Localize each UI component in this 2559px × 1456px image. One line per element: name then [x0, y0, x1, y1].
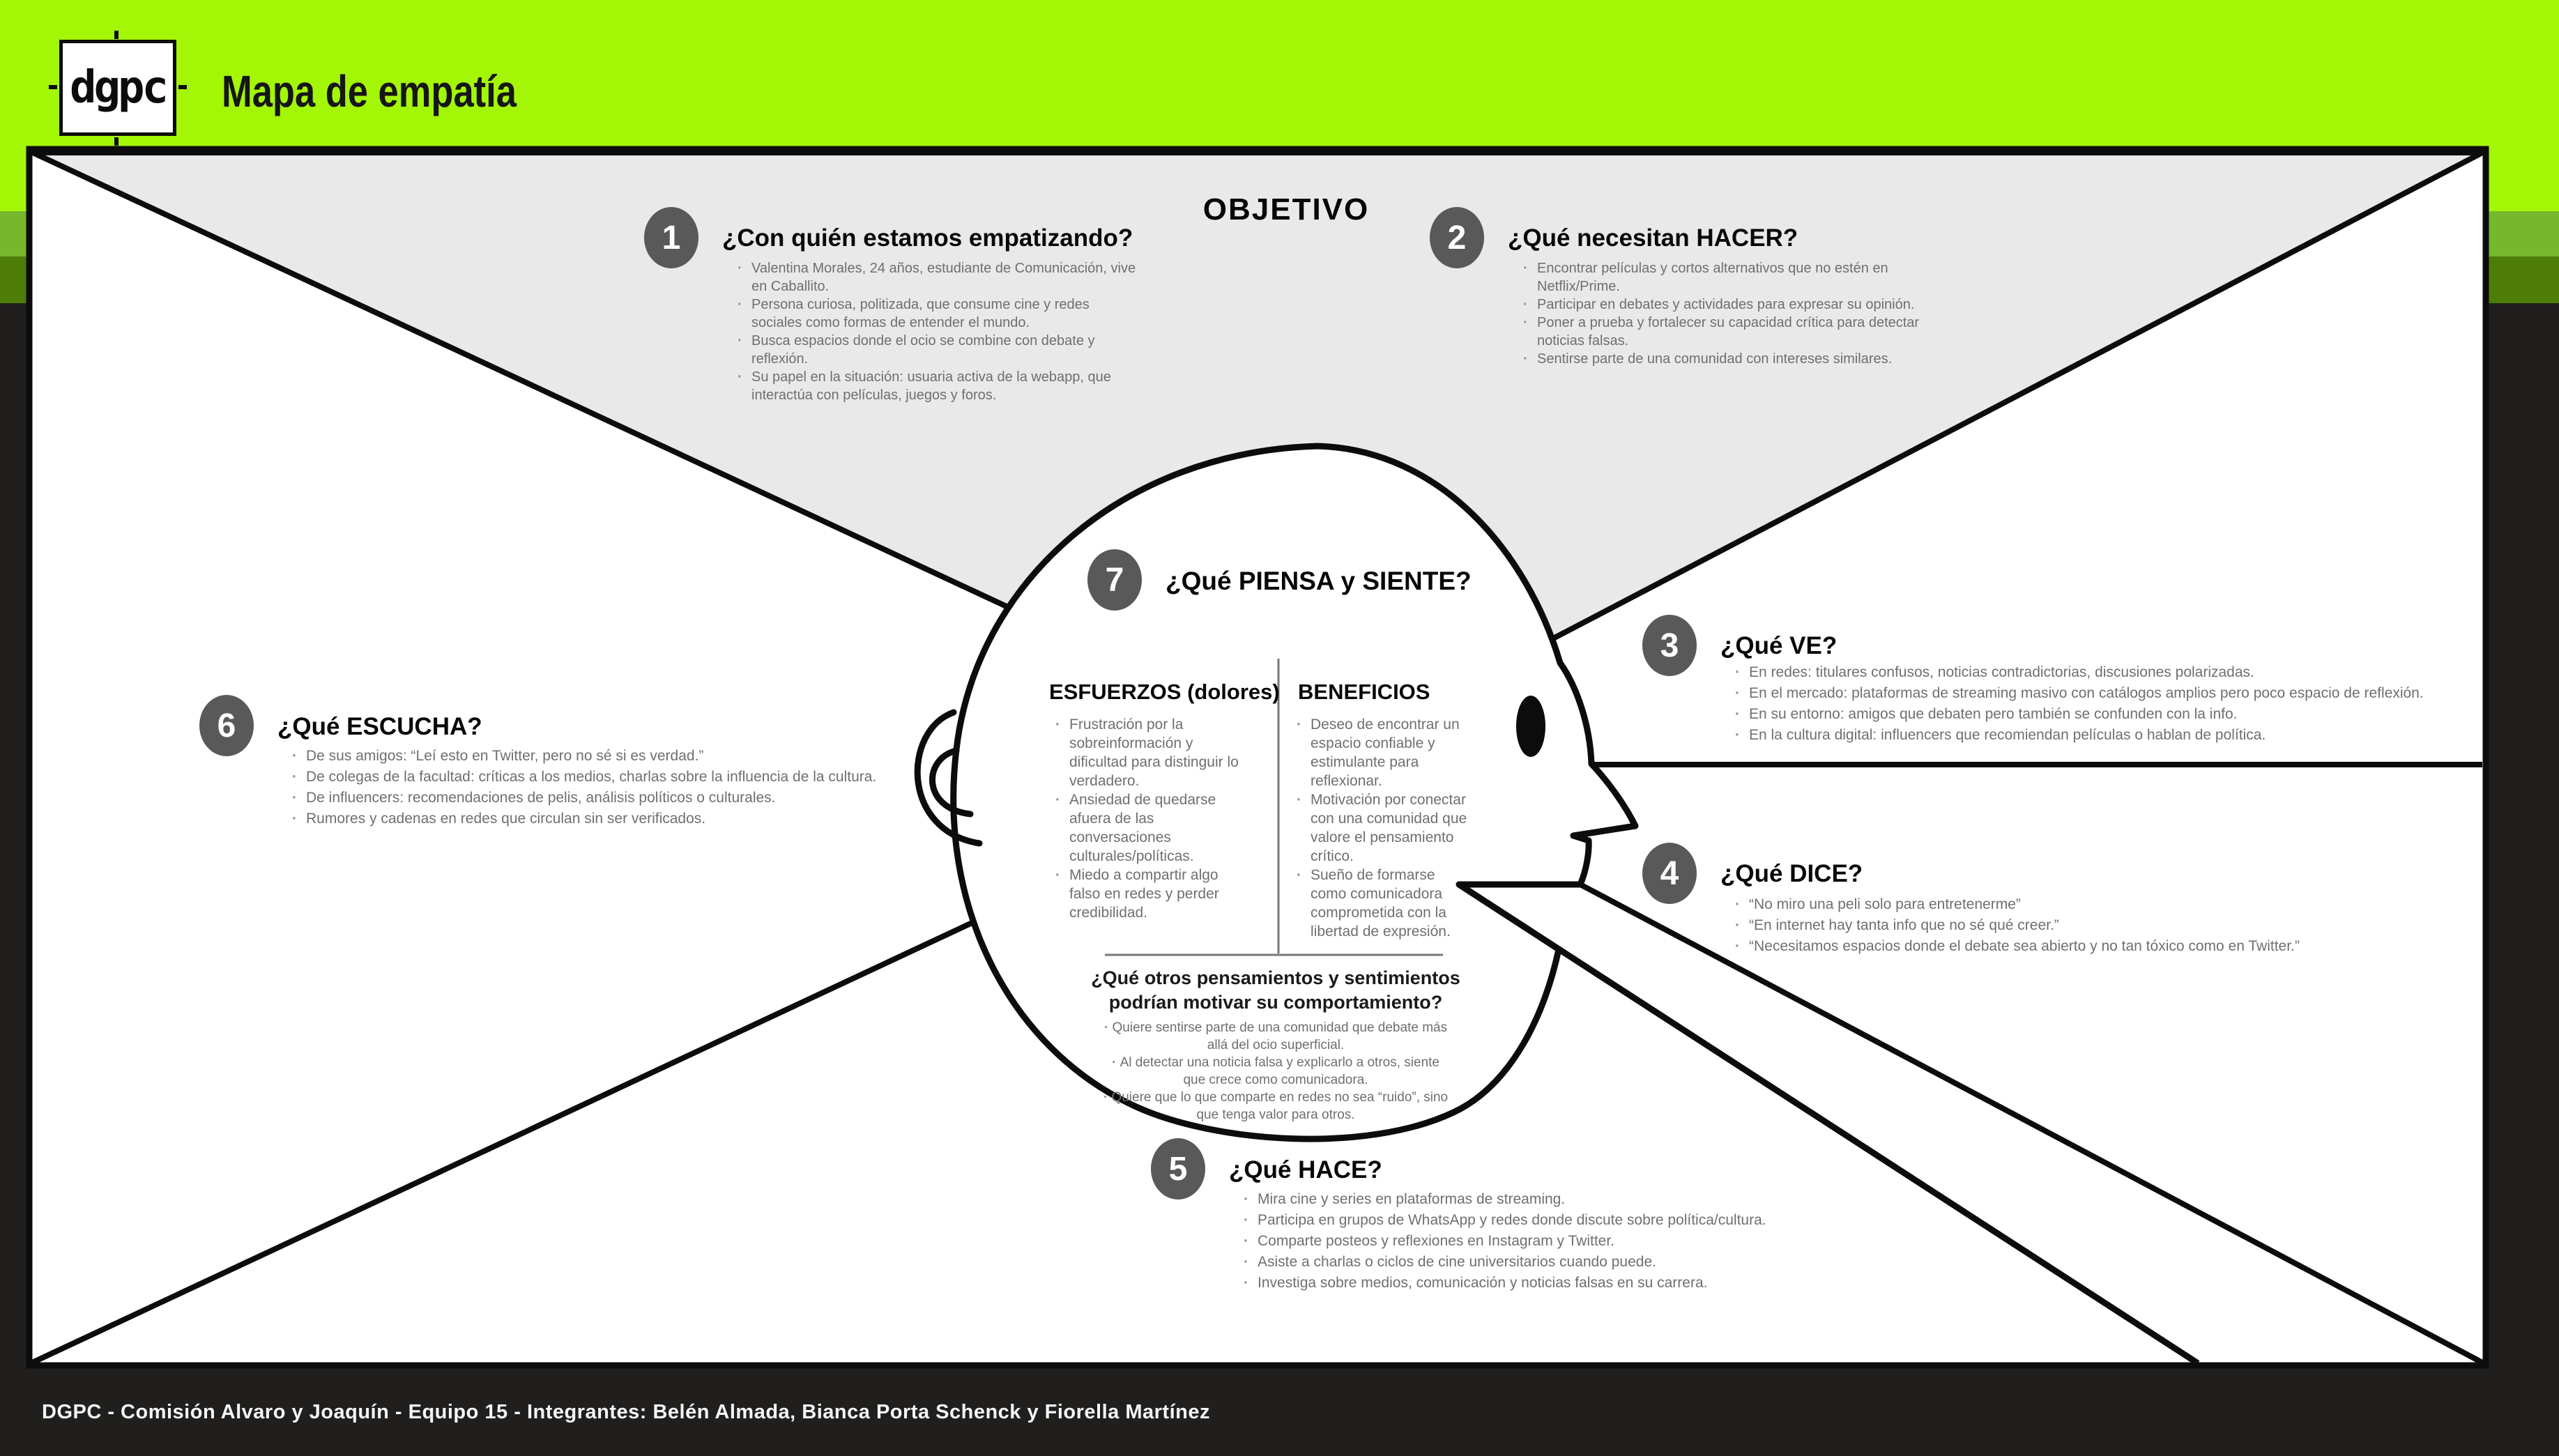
list-item: · Comparte posteos y reflexiones en Instagram y Twitter. — [1242, 1231, 1786, 1252]
eye-icon — [1516, 696, 1545, 757]
dgpc-logo-text: dgpc — [69, 62, 167, 114]
section-need-list — [1522, 259, 1926, 368]
list-item: · “Necesitamos espacios donde el debate sea abierto y no tan tóxico como en Twitter.” — [1734, 936, 2500, 957]
list-item: · Persona curiosa, politizada, que consume cine y redes sociales como formas de entender el mundo. — [736, 296, 1140, 332]
list-item: · Quiere que lo que comparte en redes no sea “ruido”, sino que tenga valor para otros. — [1103, 1089, 1449, 1124]
objective-label: OBJETIVO — [1202, 192, 1370, 227]
section-say-list — [1734, 894, 2500, 957]
section-who-title: ¿Con quién estamos empatizando? — [722, 224, 1133, 252]
other-thoughts-list — [1103, 1019, 1449, 1124]
list-item: · Sueño de formarse como comunicadora comprometida con la libertad de expresión. — [1295, 866, 1471, 941]
list-item: · Participar en debates y actividades para expresar su opinión. — [1522, 296, 1926, 314]
badge-1-number: 1 — [662, 219, 681, 256]
list-item: · Su papel en la situación: usuaria activa de la webapp, que interactúa con películas, juegos y foros. — [736, 368, 1140, 404]
gains-column-title: BENEFICIOS — [1298, 680, 1430, 704]
list-item: · Al detectar una noticia falsa y explicarlo a otros, siente que crece como comunicadora. — [1103, 1054, 1449, 1089]
list-item: · Asiste a charlas o ciclos de cine universitarios cuando puede. — [1242, 1252, 1786, 1273]
badge-3 — [1642, 615, 1697, 676]
list-item: · De sus amigos: “Leí esto en Twitter, pero no sé si es verdad.” — [291, 746, 960, 767]
list-item: · “No miro una peli solo para entretenerme” — [1734, 894, 2500, 915]
list-item: · Mira cine y series en plataformas de streaming. — [1242, 1189, 1786, 1210]
list-item: · De colegas de la facultad: críticas a los medios, charlas sobre la influencia de la cultura. — [291, 767, 960, 788]
page-title: Mapa de empatía — [222, 66, 517, 116]
list-item: · De influencers: recomendaciones de pelis, análisis políticos o culturales. — [291, 788, 960, 809]
footer-credits: DGPC - Comisión Alvaro y Joaquín - Equipo 15 - Integrantes: Belén Almada, Bianca Porta Schenck y Fiorella Martínez — [42, 1401, 1210, 1423]
pains-column-title: ESFUERZOS (dolores) — [1049, 680, 1280, 704]
gains-list — [1295, 715, 1471, 941]
list-item: · Rumores y cadenas en redes que circulan sin ser verificados. — [291, 809, 960, 829]
badge-7 — [1087, 549, 1142, 611]
list-item: · En su entorno: amigos que debaten pero también se confunden con la info. — [1734, 704, 2500, 725]
list-item: · Miedo a compartir algo falso en redes y perder credibilidad. — [1054, 866, 1241, 922]
badge-4-number: 4 — [1660, 855, 1679, 892]
badge-2-number: 2 — [1447, 219, 1467, 256]
list-item: · En redes: titulares confusos, noticias contradictorias, discusiones polarizadas. — [1734, 662, 2500, 683]
list-item: · Investiga sobre medios, comunicación y noticias falsas en su carrera. — [1242, 1273, 1786, 1294]
list-item: · Encontrar películas y cortos alternativos que no estén en Netflix/Prime. — [1522, 259, 1926, 296]
list-item: · Frustración por la sobreinformación y dificultad para distinguir lo verdadero. — [1054, 715, 1241, 790]
badge-4 — [1642, 843, 1697, 904]
badge-7-number: 7 — [1105, 561, 1124, 599]
section-hear-title: ¿Qué ESCUCHA? — [277, 713, 482, 740]
section-do-title: ¿Qué HACE? — [1229, 1156, 1382, 1183]
section-need-title: ¿Qué necesitan HACER? — [1508, 224, 1798, 252]
section-see-title: ¿Qué VE? — [1720, 632, 1838, 659]
badge-6 — [199, 695, 254, 756]
badge-6-number: 6 — [217, 707, 236, 744]
list-item: · Poner a prueba y fortalecer su capacidad crítica para detectar noticias falsas. — [1522, 314, 1926, 350]
list-item: · Busca espacios donde el ocio se combine con debate y reflexión. — [736, 332, 1140, 368]
list-item: · Quiere sentirse parte de una comunidad que debate más allá del ocio superficial. — [1103, 1019, 1449, 1054]
section-think-title: ¿Qué PIENSA y SIENTE? — [1166, 567, 1472, 595]
badge-5 — [1151, 1138, 1205, 1200]
list-item: · Motivación por conectar con una comunidad que valore el pensamiento crítico. — [1295, 790, 1471, 866]
list-item: · Deseo de encontrar un espacio confiable y estimulante para reflexionar. — [1295, 715, 1471, 790]
list-item: · “En internet hay tanta info que no sé qué creer.” — [1734, 915, 2500, 936]
pains-list — [1054, 715, 1241, 922]
badge-2 — [1430, 207, 1484, 268]
section-see-list — [1734, 662, 2500, 746]
section-do-list — [1242, 1189, 1786, 1294]
list-item: · Participa en grupos de WhatsApp y redes donde discute sobre política/cultura. — [1242, 1210, 1786, 1231]
list-item: · Ansiedad de quedarse afuera de las conversaciones culturales/políticas. — [1054, 790, 1241, 866]
list-item: · En la cultura digital: influencers que recomiendan películas o hablan de política. — [1734, 725, 2500, 746]
badge-3-number: 3 — [1660, 627, 1679, 664]
badge-1 — [644, 207, 698, 268]
list-item: · Valentina Morales, 24 años, estudiante de Comunicación, vive en Caballito. — [736, 259, 1140, 296]
section-say-title: ¿Qué DICE? — [1720, 860, 1863, 887]
list-item: · En el mercado: plataformas de streaming masivo con catálogos amplios pero poco espacio de reflexión. — [1734, 683, 2500, 704]
other-thoughts-title: ¿Qué otros pensamientos y sentimientos podrían motivar su comportamiento? — [1091, 967, 1460, 1013]
badge-5-number: 5 — [1168, 1150, 1188, 1188]
section-hear-list — [291, 746, 960, 829]
list-item: · Sentirse parte de una comunidad con intereses similares. — [1522, 350, 1926, 368]
section-who-list — [736, 259, 1140, 404]
